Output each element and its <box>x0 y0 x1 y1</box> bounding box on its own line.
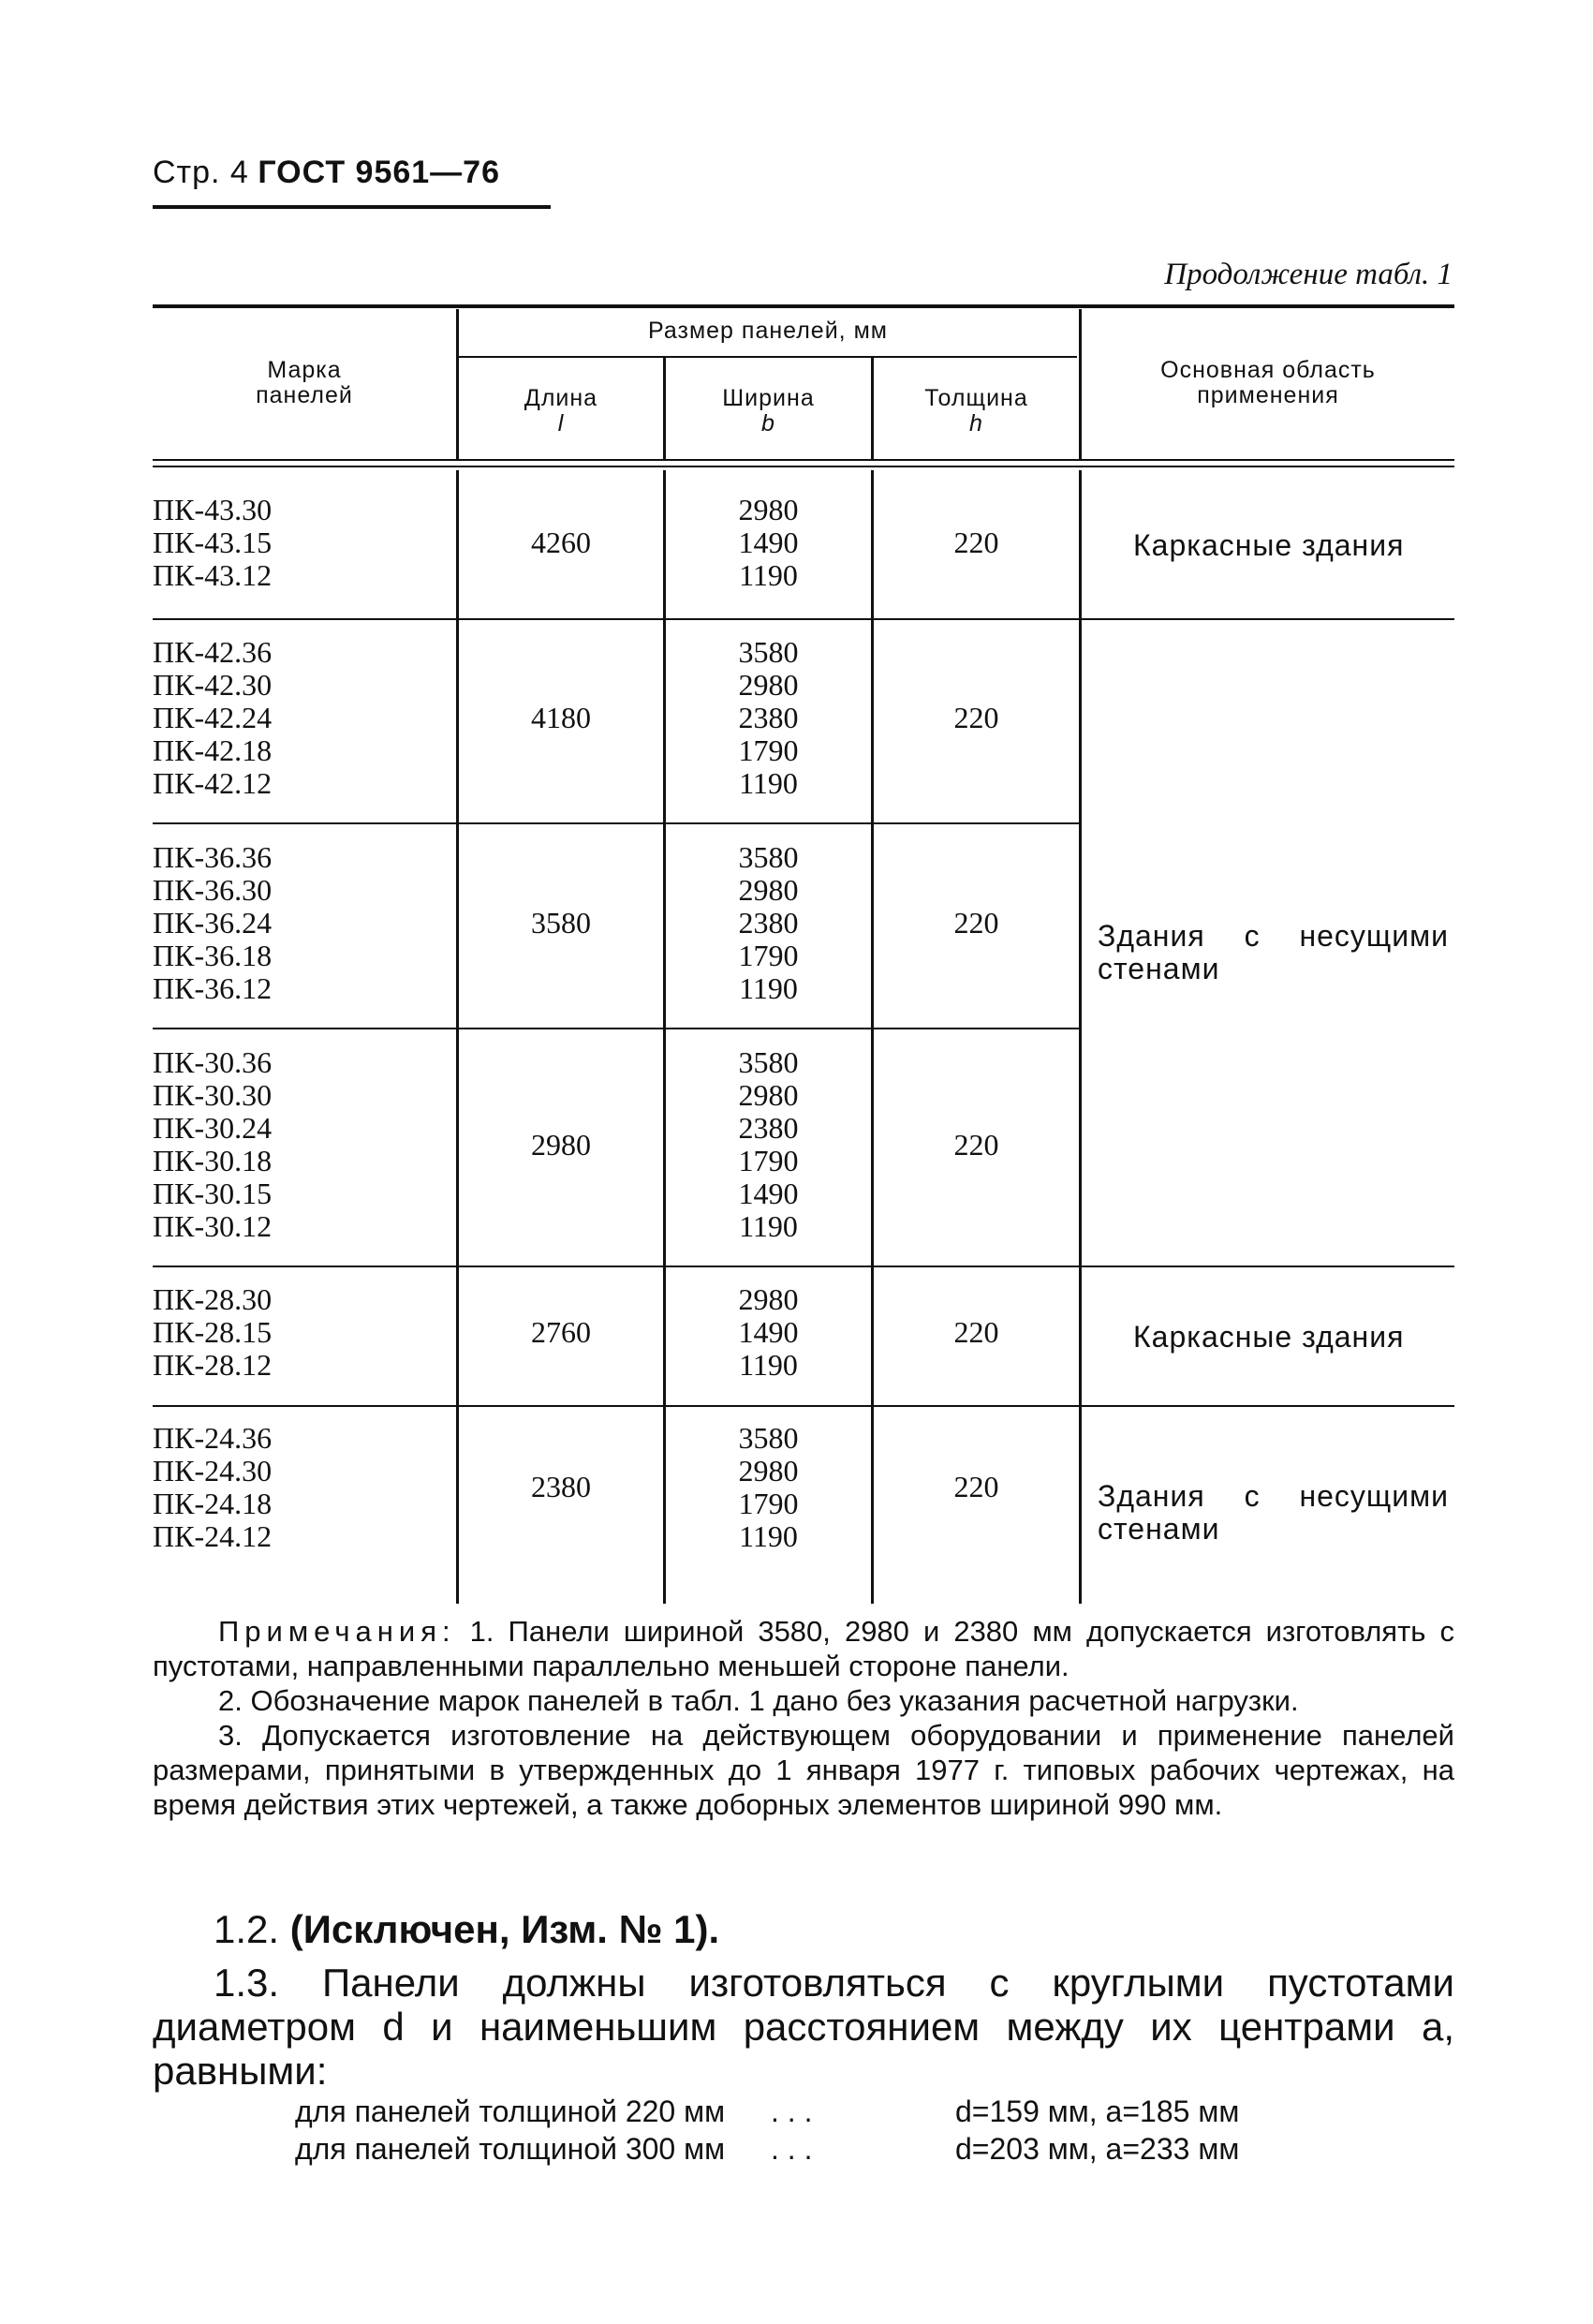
header-length <box>459 386 663 437</box>
group-6-marks: ПК-24.36 ПК-24.30 ПК-24.18 ПК-24.12 <box>153 1421 273 1553</box>
body-vline-1 <box>456 470 459 1604</box>
group-1-length: 4260 <box>531 525 591 559</box>
body-vline-3 <box>871 470 874 1604</box>
dim-300-label: для панелей толщиной 300 мм <box>295 2132 726 2166</box>
group-5-thickness: 220 <box>953 1315 999 1349</box>
symbol-h: h <box>969 410 983 437</box>
group-5-length: 2760 <box>531 1315 591 1349</box>
group-2-widths: 3580 2980 2380 1790 1190 <box>738 635 799 800</box>
page-number: Стр. 4 <box>153 155 249 190</box>
symbol-b: b <box>761 410 775 437</box>
dim-line-220 <box>295 2095 1240 2129</box>
body-vline-4 <box>1079 470 1082 1604</box>
header-thickness-label: Толщина <box>924 385 1028 411</box>
group-sep-1 <box>153 618 1454 620</box>
group-4-thickness: 220 <box>953 1128 999 1162</box>
group-sep-5 <box>153 1405 1454 1407</box>
application-frame-2: Каркасные здания <box>1133 1320 1405 1354</box>
group-3-length: 3580 <box>531 906 591 940</box>
notes-lead: Примечания: <box>218 1615 456 1648</box>
dim-220-label: для панелей толщиной 220 мм <box>295 2095 726 2128</box>
header-length-label: Длина <box>524 385 598 411</box>
group-1-marks: ПК-43.30 ПК-43.15 ПК-43.12 <box>153 493 273 592</box>
header-width-symbol <box>666 411 871 437</box>
group-5-marks: ПК-28.30 ПК-28.15 ПК-28.12 <box>153 1282 273 1382</box>
size-group-rule <box>459 356 1077 358</box>
group-6-length: 2380 <box>531 1470 591 1503</box>
group-6-thickness: 220 <box>953 1470 999 1503</box>
note-2: 2. Обозначение марок панелей в табл. 1 дано без указания расчетной нагрузки. <box>218 1684 1299 1717</box>
dim-line-300 <box>295 2132 1240 2167</box>
dim-220-dots: . . . <box>771 2095 813 2128</box>
group-2-marks: ПК-42.36 ПК-42.30 ПК-42.24 ПК-42.18 ПК-42.12 <box>153 635 273 800</box>
note-1-text: 1. Панели шириной 3580, 2980 и 2380 мм допускается изготовлять с пустотами, направленными параллельно меньшей стороне панели. <box>153 1615 1454 1682</box>
group-5-widths: 2980 1490 1190 <box>738 1282 799 1382</box>
header-size-group: Размер панелей, мм <box>648 318 888 344</box>
group-sep-3 <box>153 1028 1080 1029</box>
section-1-2-text: (Исключен, Изм. № 1). <box>289 1907 720 1951</box>
section-1-3: 1.3. Панели должны изготовляться с круглыми пустотами диаметром d и наименьшим расстоянием между их центрами a, равными: <box>153 1961 1454 2093</box>
table-notes <box>153 1614 1454 1822</box>
symbol-l: l <box>557 410 565 437</box>
group-4-widths: 3580 2980 2380 1790 1490 1190 <box>738 1045 799 1243</box>
table-top-rule <box>153 304 1454 308</box>
header-thickness-symbol <box>874 411 1079 437</box>
group-3-thickness: 220 <box>953 906 999 940</box>
dim-220-value: d=159 мм, a=185 мм <box>955 2095 1240 2128</box>
note-3: 3. Допускается изготовление на действующем оборудовании и применение панелей размерами, принятыми в утвержденных до 1 января 1977 г. типовых рабочих чертежах, на время действия этих чертежей, а также доборных элементов шириной 990 мм. <box>153 1719 1454 1821</box>
header-width <box>666 386 871 437</box>
header-application: Основная область применения <box>1160 357 1376 408</box>
application-frame-1: Каркасные здания <box>1133 528 1405 562</box>
note-1 <box>153 1614 1454 1683</box>
header-thickness <box>874 386 1079 437</box>
group-6-widths: 3580 2980 1790 1190 <box>738 1421 799 1553</box>
section-1-2-number: 1.2. <box>214 1907 280 1951</box>
group-1-widths: 2980 1490 1190 <box>738 493 799 592</box>
table-continuation-label: Продолжение табл. 1 <box>1164 258 1453 291</box>
page-header <box>153 155 500 191</box>
header-length-symbol <box>459 411 663 437</box>
header-bottom-rule-1 <box>153 459 1454 461</box>
group-sep-4 <box>153 1266 1454 1267</box>
header-bottom-rule-2 <box>153 466 1454 467</box>
gost-code: ГОСТ 9561—76 <box>258 155 500 190</box>
group-2-length: 4180 <box>531 701 591 734</box>
dim-300-dots: . . . <box>771 2132 813 2166</box>
header-width-label: Ширина <box>722 385 815 411</box>
group-4-marks: ПК-30.36 ПК-30.30 ПК-30.24 ПК-30.18 ПК-30.15 ПК-30.12 <box>153 1045 273 1243</box>
group-2-thickness: 220 <box>953 701 999 734</box>
group-3-widths: 3580 2980 2380 1790 1190 <box>738 840 799 1005</box>
application-bearing-1: Здания с несущими стенами <box>1098 919 1449 985</box>
section-1-2 <box>214 1907 719 1952</box>
dim-300-value: d=203 мм, a=233 мм <box>955 2132 1240 2166</box>
header-rule <box>153 205 551 209</box>
group-sep-2 <box>153 822 1080 824</box>
group-4-length: 2980 <box>531 1128 591 1162</box>
header-mark: Марка панелей <box>256 357 353 408</box>
application-bearing-2: Здания с несущими стенами <box>1098 1479 1449 1546</box>
group-1-thickness: 220 <box>953 525 999 559</box>
group-3-marks: ПК-36.36 ПК-36.30 ПК-36.24 ПК-36.18 ПК-36.12 <box>153 840 273 1005</box>
